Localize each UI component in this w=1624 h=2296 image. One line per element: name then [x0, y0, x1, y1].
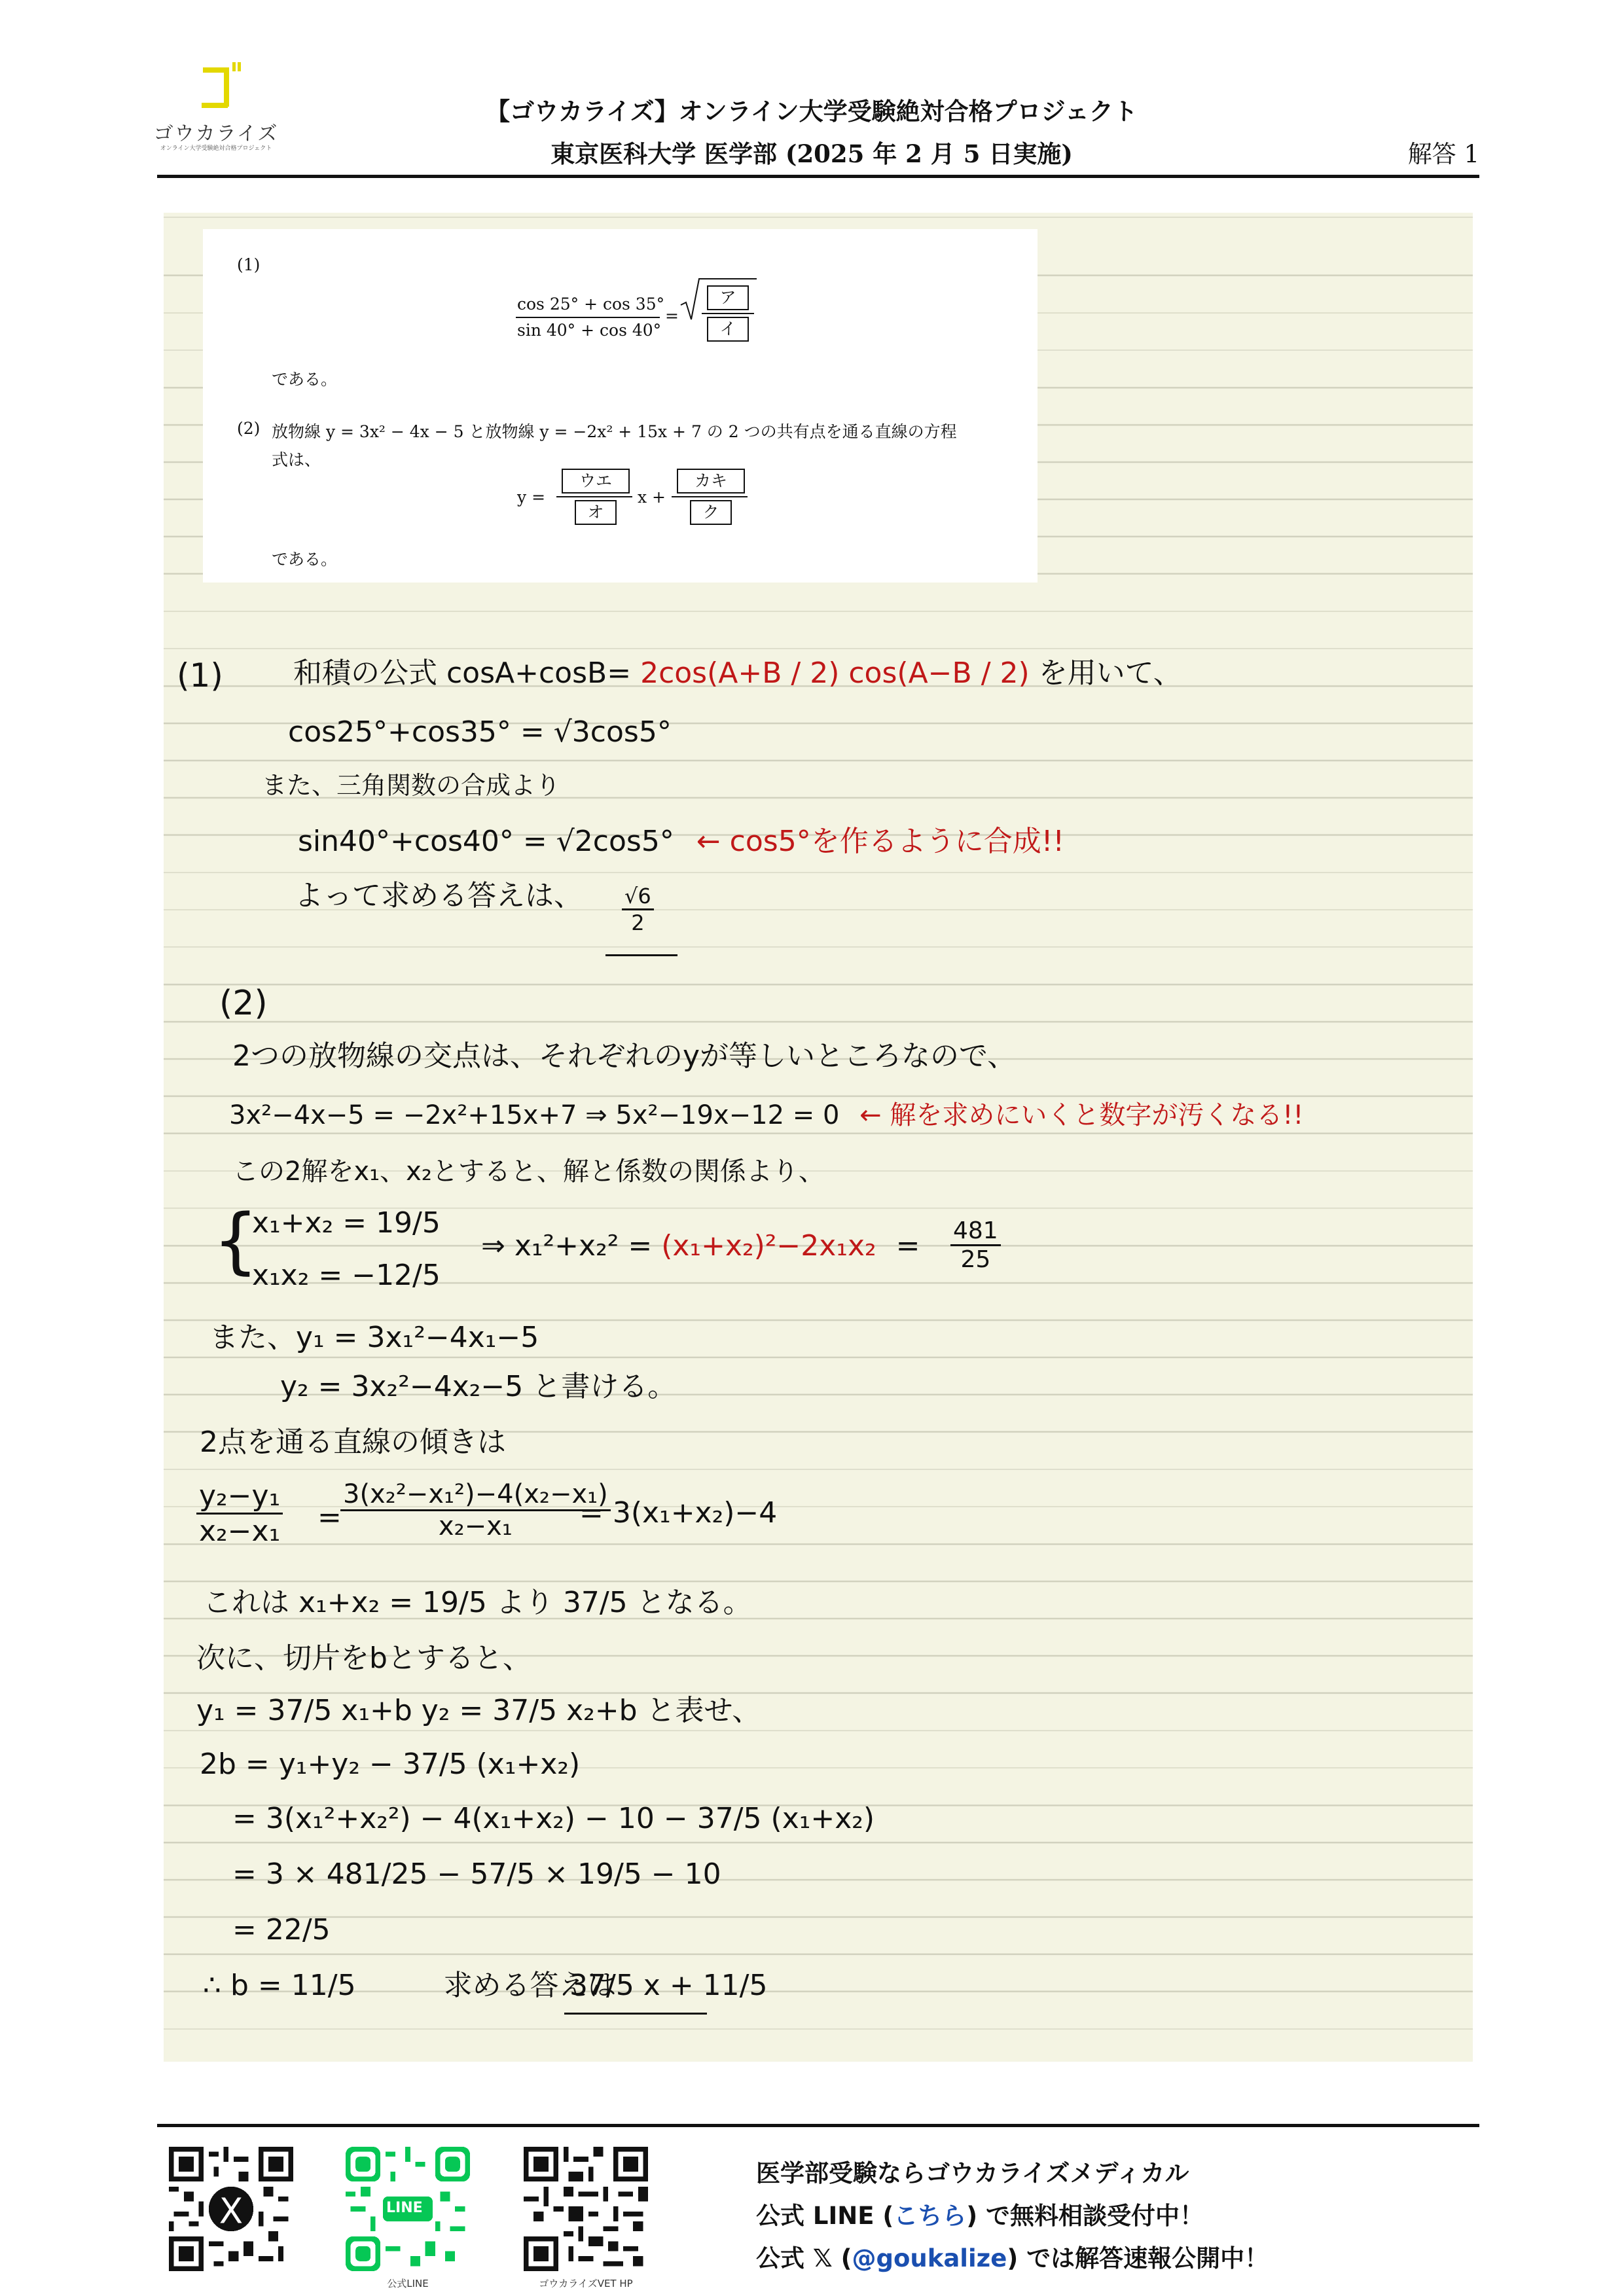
- s2-line3: この2解をx₁、x₂とすると、解と係数の関係より、: [232, 1157, 825, 1187]
- hp-qr-caption: ゴウカライズVET HP: [539, 2278, 633, 2289]
- s2-line5: また、y₁ = 3x₁²−4x₁−5: [209, 1321, 539, 1354]
- x-account-link[interactable]: @goukalize: [852, 2244, 1007, 2272]
- header-rule: [157, 175, 1479, 178]
- s2-line9: これは x₁+x₂ = 19/5 より 37/5 となる。: [203, 1586, 752, 1619]
- svg-text:X: X: [219, 2191, 244, 2232]
- s1-line2: cos25°+cos35° = √3cos5°: [288, 715, 672, 749]
- s2-line7: 2点を通る直線の傾きは: [200, 1426, 506, 1459]
- s2-slope-result: = 3(x₁+x₂)−4: [579, 1496, 778, 1530]
- s2-line12: 2b = y₁+y₂ − 37/5 (x₁+x₂): [200, 1748, 581, 1781]
- s2-sum-squares-red: (x₁+x₂)²−2x₁x₂: [661, 1229, 876, 1263]
- line-link[interactable]: こちら: [893, 2202, 967, 2230]
- s1-line3: また、三角関数の合成より: [262, 771, 561, 800]
- p2-ending: である。: [272, 550, 338, 569]
- logo-name: ゴウカライズ: [153, 122, 279, 145]
- s1-line4: sin40°+cos40° = √2cos5° ← cos5°を作るように合成!!: [298, 825, 1064, 858]
- s2-line13: = 3(x₁²+x₂²) − 4(x₁+x₂) − 10 − 37/5 (x₁+x₂): [232, 1802, 875, 1835]
- s1-answer: √6 2: [622, 884, 654, 935]
- p2-text-line1: 放物線 y = 3x² − 4x − 5 と放物線 y = −2x² + 15x + 7 の 2 つの共有点を通る直線の方程: [272, 422, 957, 441]
- line-qr-caption: 公式LINE: [387, 2278, 429, 2289]
- line-qr-label: LINE: [386, 2200, 423, 2216]
- s2-sum-squares-result: 481 25: [950, 1217, 1001, 1273]
- p2-y-equals: y =: [517, 488, 546, 507]
- answer-box-kaki: カキ: [677, 469, 745, 493]
- s1-formula-red: 2cos(A+B / 2) cos(A−B / 2): [640, 656, 1030, 690]
- logo-mark-icon: [196, 62, 242, 115]
- s1-note-red: ← cos5°を作るように合成!!: [696, 825, 1064, 858]
- s1-line5: よって求める答えは、: [295, 879, 583, 912]
- s2-line2: 3x²−4x−5 = −2x²+15x+7 ⇒ 5x²−19x−12 = 0 ← 解を求めにいくと数字が汚くなる!!: [229, 1100, 1304, 1130]
- answer-box-o: オ: [575, 500, 617, 525]
- page-title: 【ゴウカライズ】オンライン大学受験絶対合格プロジェクト: [486, 98, 1138, 126]
- s1-label: (1): [177, 656, 223, 694]
- brand-logo: [151, 62, 281, 154]
- s2-line11: y₁ = 37/5 x₁+b y₂ = 37/5 x₂+b と表せ、: [196, 1694, 761, 1727]
- s1-line1: 和積の公式 cosA+cosB= 2cos(A+B / 2) cos(A−B / 2) を用いて、: [293, 656, 1182, 690]
- s2-label: (2): [219, 984, 268, 1023]
- s2-line14: = 3 × 481/25 − 57/5 × 19/5 − 10: [232, 1857, 721, 1891]
- s2-sum-squares: ⇒ x₁²+x₂² = (x₁+x₂)²−2x₁x₂ =: [481, 1229, 920, 1263]
- logo-tagline: オンライン大学受験絶対合格プロジェクト: [160, 145, 272, 152]
- sqrt-fraction-bar: [702, 313, 754, 314]
- p2-text-line2: 式は、: [272, 450, 321, 469]
- promo-line-1: 医学部受験ならゴウカライズメディカル: [756, 2159, 1189, 2187]
- p2-x-plus: x +: [638, 488, 666, 507]
- s2-line1: 2つの放物線の交点は、それぞれのyが等しいところなので、: [232, 1039, 1017, 1073]
- s2-sys2: x₁x₂ = −12/5: [252, 1259, 441, 1292]
- s2-line16: ∴ b = 11/5 求める答えは: [203, 1969, 617, 2002]
- s2-final-answer: 37/5 x + 11/5: [569, 1969, 768, 2002]
- system-brace: {: [213, 1198, 259, 1282]
- answer-box-a: ア: [707, 285, 749, 310]
- s2-line10: 次に、切片をbとすると、: [196, 1641, 532, 1675]
- p1-equals: =: [665, 306, 679, 325]
- x-qr-code[interactable]: [169, 2147, 293, 2271]
- p1-label: (1): [237, 255, 261, 274]
- hp-qr-code[interactable]: [524, 2147, 648, 2271]
- s2-note-red: ← 解を求めにいくと数字が汚くなる!!: [859, 1100, 1304, 1130]
- p2-label: (2): [237, 419, 261, 438]
- p1-denominator: sin 40° + cos 40°: [517, 321, 662, 340]
- s2-slope-expansion: 3(x₂²−x₁²)−4(x₂−x₁) x₂−x₁: [340, 1479, 611, 1541]
- p1-ending: である。: [272, 370, 338, 389]
- s2-slope-equals: =: [317, 1501, 342, 1534]
- p2-fraction-bar-2: [672, 496, 748, 497]
- s2-slope-red: y₂−y₁ x₂−x₁: [196, 1479, 283, 1548]
- page-subtitle: 東京医科大学 医学部 (2025 年 2 月 5 日実施): [550, 139, 1073, 168]
- s2-line15: = 22/5: [232, 1913, 331, 1946]
- page-label: 解答 1: [1407, 140, 1479, 168]
- footer-rule: [157, 2124, 1479, 2127]
- s1-answer-underline: [605, 954, 677, 956]
- promo-line-3: 公式 𝕏 (@goukalize) では解答速報公開中！: [756, 2244, 1269, 2272]
- p2-fraction-bar-1: [556, 496, 632, 497]
- answer-box-ue: ウエ: [562, 469, 630, 493]
- answer-box-ku: ク: [690, 500, 732, 525]
- s2-sys1: x₁+x₂ = 19/5: [252, 1206, 441, 1240]
- answer-box-i: イ: [707, 317, 749, 342]
- problem-statement: [203, 229, 1038, 583]
- s2-line6: y₂ = 3x₂²−4x₂−5 と書ける。: [280, 1370, 677, 1403]
- p1-numerator: cos 25° + cos 35°: [517, 295, 665, 314]
- s2-final-underline: [564, 2013, 707, 2015]
- promo-line-2: 公式 LINE (こちら) で無料相談受付中！: [756, 2202, 1204, 2230]
- p1-fraction-bar: [516, 317, 660, 318]
